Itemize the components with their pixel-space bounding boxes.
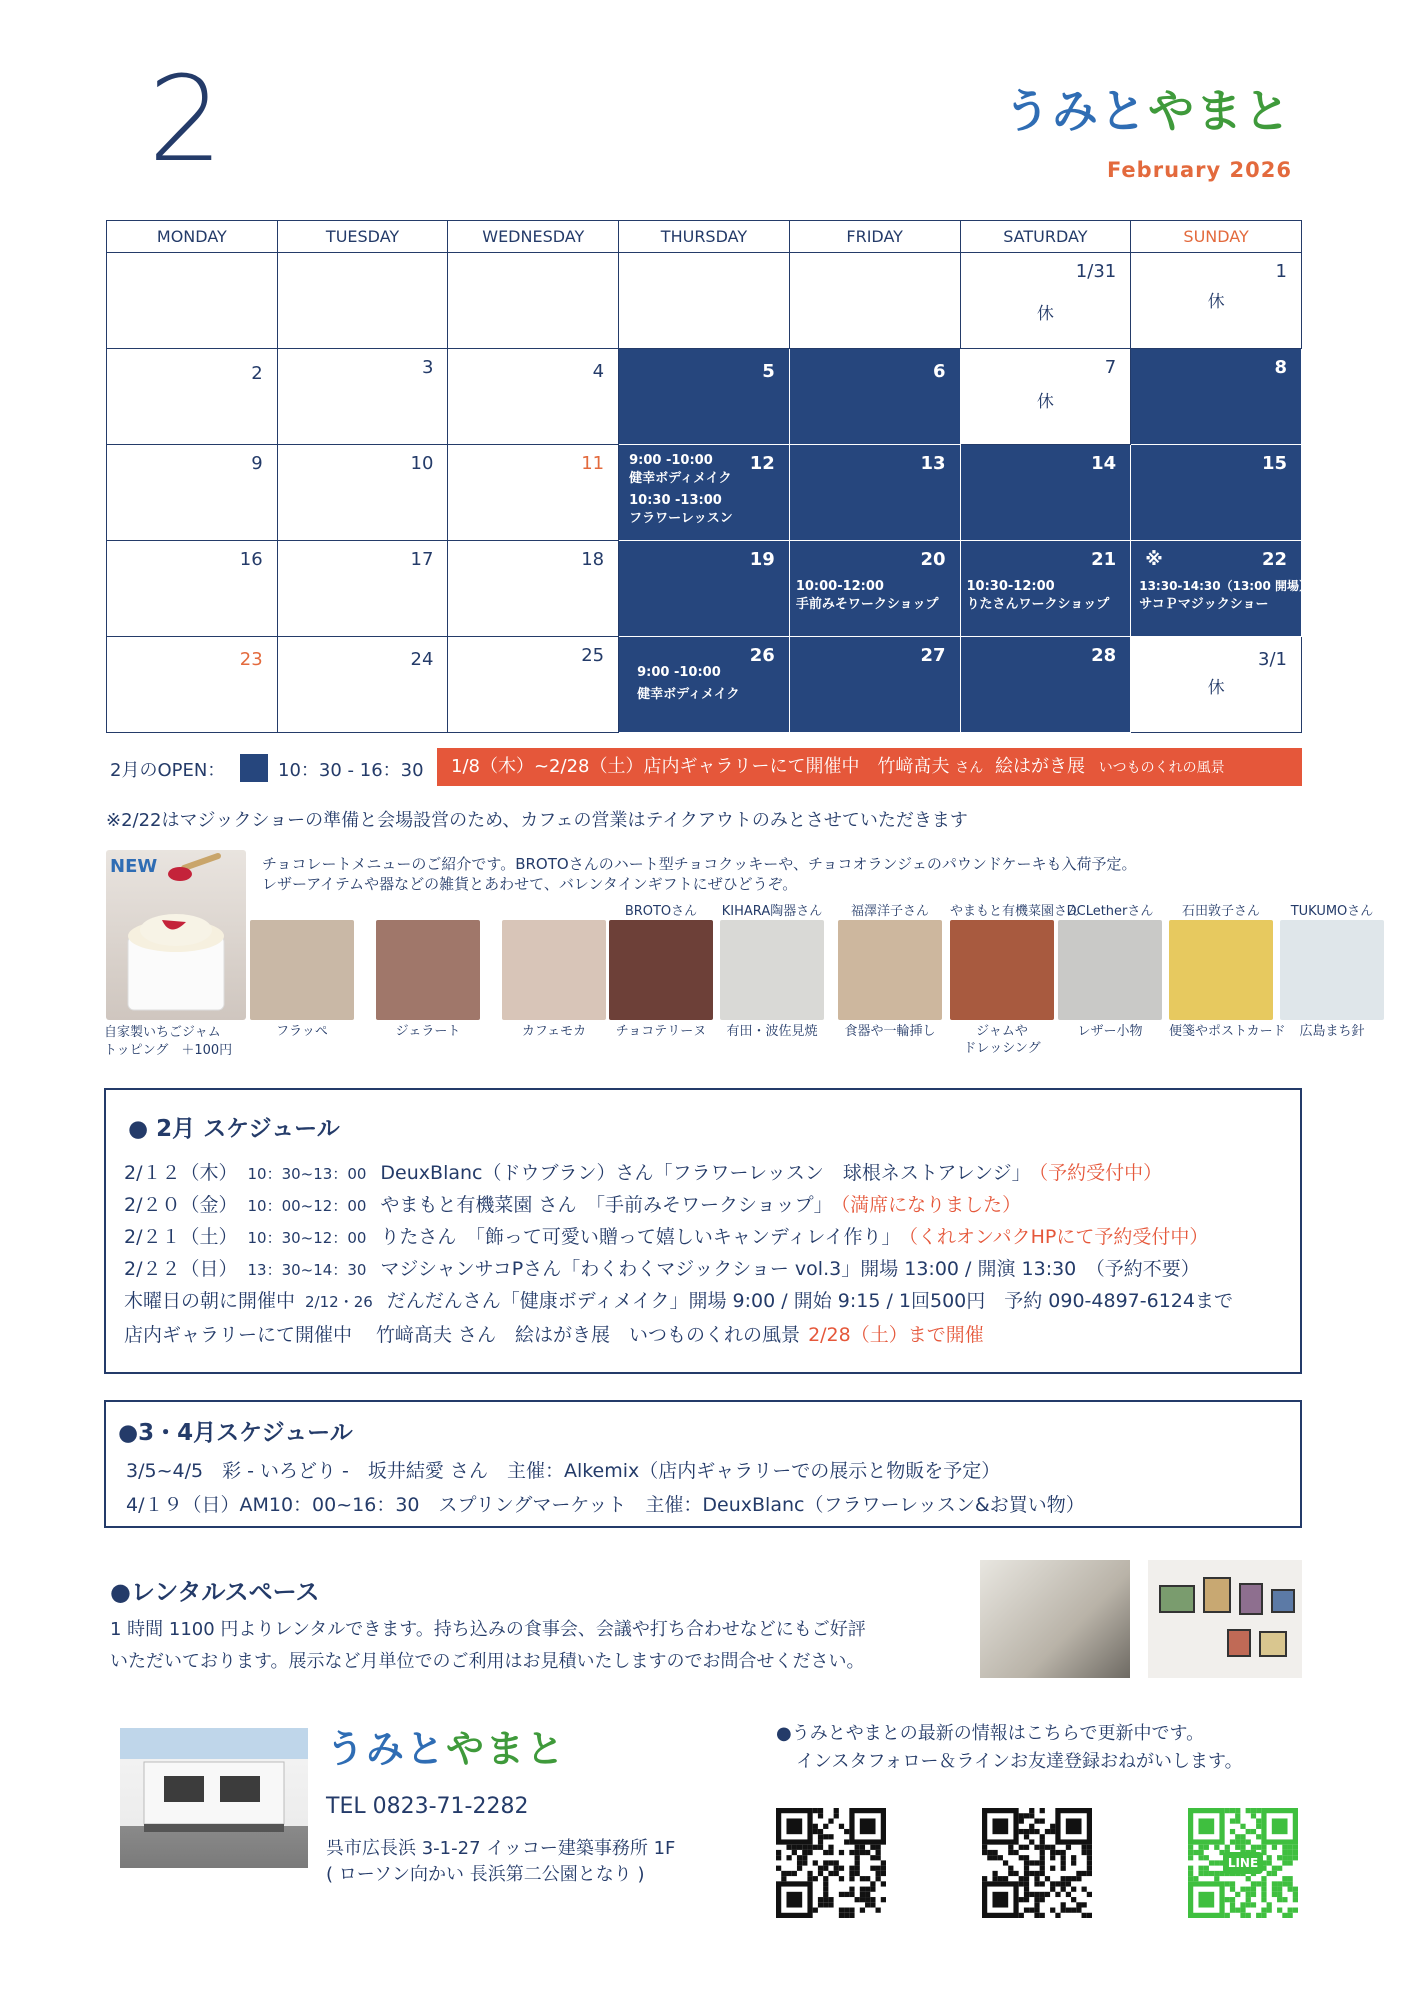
calendar-cell-open <box>619 541 790 637</box>
sns-info-line1: ●うみとやまとの最新の情報はこちらで更新中です。 <box>776 1723 1205 1744</box>
schedule-row <box>124 1190 1021 1217</box>
day-number: 10 <box>410 453 434 474</box>
calendar-cell <box>448 349 619 445</box>
new-caption-line1: 自家製いちごジャム <box>104 1025 221 1040</box>
schedule-note: （満席になりました） <box>840 1194 1022 1216</box>
weekday-header: TUESDAY <box>277 221 448 253</box>
calendar-cell-open <box>789 541 960 637</box>
calendar-cell <box>277 637 448 733</box>
line-qr-code-icon[interactable] <box>1188 1808 1298 1918</box>
event-title: サコＰマジックショー <box>1139 597 1269 612</box>
rental-gallery-photo <box>1148 1560 1302 1678</box>
day-number: 25 <box>581 645 605 666</box>
shop-building-photo <box>120 1728 308 1868</box>
footer-logo <box>326 1727 567 1771</box>
day-number: 7 <box>1104 357 1117 378</box>
calendar-cell-open <box>619 637 790 733</box>
schedule-date: 2/２０（金） <box>124 1194 238 1216</box>
sns-info <box>776 1720 1243 1776</box>
schedule-date: 2/２１（土） <box>124 1226 238 1248</box>
schedule-text: 竹﨑髙夫 さん 絵はがき展 いつものくれの風景 <box>376 1324 801 1346</box>
calendar-cell <box>789 253 960 349</box>
product-item <box>838 900 942 1041</box>
product-caption-2: ドレッシング <box>963 1040 1041 1056</box>
schedule-note: 2/28（土）まで開催 <box>808 1324 984 1346</box>
event-title: りたさんワークショップ <box>966 597 1110 612</box>
product-caption: ジャムや <box>976 1024 1028 1039</box>
chocolate-description <box>262 854 1137 895</box>
schedule-row <box>124 1222 1208 1249</box>
event-time: 10:00-12:00 <box>795 579 884 594</box>
weekday-header: FRIDAY <box>789 221 960 253</box>
schedule-text: やまもと有機菜園 さん 「手前みそワークショップ」 <box>380 1194 833 1216</box>
product-caption: ジェラート <box>395 1024 461 1039</box>
day-number: 6 <box>932 361 946 382</box>
product-shop: やまもと有機菜園さん <box>950 904 1081 919</box>
product-caption: 広島まち針 <box>1299 1024 1365 1039</box>
day-number: 17 <box>410 549 434 570</box>
product-shop: 石田敦子さん <box>1181 904 1260 919</box>
calendar-cell-open <box>1131 445 1302 541</box>
calendar-cell <box>107 349 278 445</box>
schedule-date: 2/１２（木） <box>124 1162 238 1184</box>
calendar-cell <box>107 253 278 349</box>
day-number: 20 <box>920 549 946 570</box>
closed-label: 休 <box>1207 292 1225 312</box>
product-caption: 食器や一輪挿し <box>844 1024 936 1039</box>
product-item <box>950 900 1081 1058</box>
day-number: 3 <box>421 357 434 378</box>
footer-logo-part1: うみと <box>326 1727 447 1771</box>
open-info <box>106 748 1302 786</box>
schedule-date: 店内ギャラリーにて開催中 <box>124 1324 353 1346</box>
product-photo <box>609 920 713 1020</box>
month-number: 2 <box>148 50 224 188</box>
day-number: 13 <box>920 453 946 474</box>
product-photo <box>502 920 606 1020</box>
calendar-cell <box>960 253 1131 349</box>
feb-schedule-box <box>104 1088 1302 1374</box>
mar-apr-schedule-box <box>104 1400 1302 1528</box>
closed-label: 休 <box>1207 678 1225 698</box>
day-number-holiday: 23 <box>239 649 263 670</box>
product-item <box>609 900 713 1041</box>
calendar-cell <box>448 637 619 733</box>
notice: ※2/22はマジックショーの準備と会場設営のため、カフェの営業はテイクアウトのみとさせていただきます <box>106 810 968 831</box>
schedule-time: 2/12・26 <box>305 1293 373 1311</box>
product-item <box>1280 900 1384 1041</box>
event-title: フラワーレッスン <box>629 511 733 526</box>
calendar-cell-open <box>619 349 790 445</box>
open-label: 2月のOPEN： <box>110 760 226 781</box>
product-item <box>502 900 606 1041</box>
day-number: 9 <box>251 453 263 474</box>
new-badge: NEW <box>110 856 158 877</box>
calendar-cell <box>277 541 448 637</box>
month-english: February 2026 <box>1106 158 1292 182</box>
schedule-row <box>124 1320 984 1347</box>
description-line2: レザーアイテムや器などの雑貨とあわせて、バレンタインギフトにぜひどうぞ。 <box>262 875 798 894</box>
event-time: 10:30 -13:00 <box>629 493 722 508</box>
day-number: 5 <box>762 361 775 382</box>
day-number: 26 <box>749 645 775 666</box>
event-time: 9:00 -10:00 <box>637 665 721 680</box>
product-photo <box>950 920 1054 1020</box>
gallery-banner <box>437 748 1302 786</box>
weekday-header-sunday: SUNDAY <box>1131 221 1302 253</box>
schedule-text: りたさん 「飾って可愛い贈って嬉しいキャンディレイ作り」 <box>380 1226 901 1248</box>
schedule-text: マジシャンサコPさん「わくわくマジックショー vol.3」開場 13:00 / 開演 13:30 （予約不要） <box>380 1258 1200 1280</box>
new-caption <box>104 1024 232 1059</box>
day-number: 15 <box>1261 453 1287 474</box>
calendar-cell <box>1131 253 1302 349</box>
calendar-cell-open <box>1131 541 1311 637</box>
product-photo <box>1169 920 1273 1020</box>
day-number: 18 <box>581 549 605 570</box>
rental-text <box>110 1614 866 1677</box>
product-caption: フラッペ <box>276 1024 328 1039</box>
logo <box>1004 84 1292 138</box>
product-photo <box>1280 920 1384 1020</box>
line-label: LINE <box>1223 1852 1263 1874</box>
day-number: 3/1 <box>1258 649 1287 670</box>
day-number: 27 <box>920 645 946 666</box>
schedule-time: 10：30~13：00 <box>247 1165 367 1183</box>
calendar-cell-open <box>1131 349 1302 445</box>
day-number: 4 <box>592 361 605 382</box>
rental-title: ●レンタルスペース <box>110 1578 320 1606</box>
product-photo <box>838 920 942 1020</box>
product-photo <box>720 920 824 1020</box>
product-item <box>720 900 824 1041</box>
product-item <box>250 900 354 1041</box>
description-line1: チョコレートメニューのご紹介です。BROTOさんのハート型チョコクッキーや、チョコオランジェのパウンドケーキも入荷予定。 <box>262 855 1137 873</box>
event-title: 手前みそワークショップ <box>795 597 939 612</box>
feb-schedule-title: ● 2月 スケジュール <box>128 1116 340 1142</box>
gallery-sub: いつものくれの風景 <box>1098 760 1225 776</box>
closed-label: 休 <box>1036 304 1054 324</box>
product-item <box>376 900 480 1041</box>
calendar-cell <box>277 349 448 445</box>
product-item <box>1169 900 1286 1041</box>
day-number: 14 <box>1091 453 1117 474</box>
sns-info-line2: インスタフォロー＆ラインお友達登録おねがいします。 <box>796 1750 1243 1772</box>
calendar-cell <box>619 253 790 349</box>
note-mark: ※ <box>1145 549 1163 570</box>
calendar-cell-open <box>789 349 960 445</box>
day-number: 16 <box>239 549 263 570</box>
rental-dining-photo <box>980 1560 1130 1678</box>
calendar-cell <box>107 637 278 733</box>
product-caption: レザー小物 <box>1077 1024 1143 1039</box>
weekday-header: THURSDAY <box>619 221 790 253</box>
product-shop: BROTOさん <box>624 904 698 919</box>
event-title: 健幸ボディメイク <box>637 687 740 702</box>
schedule-date: 木曜日の朝に開催中 <box>124 1290 296 1312</box>
product-photo <box>1058 920 1162 1020</box>
calendar-cell <box>448 253 619 349</box>
phone: TEL 0823-71-2282 <box>326 1794 529 1819</box>
product-caption: 便箋やポストカード <box>1169 1024 1286 1039</box>
schedule-date: 2/２２（日） <box>124 1258 238 1280</box>
day-number: 24 <box>410 649 434 670</box>
product-caption: カフェモカ <box>521 1024 587 1039</box>
day-number: 8 <box>1274 357 1287 378</box>
open-legend-swatch <box>240 754 268 782</box>
schedule-row <box>124 1286 1241 1313</box>
qr-code-icon[interactable] <box>982 1808 1092 1918</box>
day-number: 21 <box>1091 549 1117 570</box>
weekday-header: WEDNESDAY <box>448 221 619 253</box>
weekday-header: SATURDAY <box>960 221 1131 253</box>
event-time: 10:30-12:00 <box>966 579 1055 594</box>
closed-label: 休 <box>1036 392 1054 412</box>
schedule-time: 10：30~12：00 <box>247 1229 367 1247</box>
schedule-note: （予約受付中） <box>1038 1162 1163 1184</box>
product-item <box>1058 900 1162 1041</box>
schedule-time: 10：00~12：00 <box>247 1197 367 1215</box>
new-caption-line2: トッピング ＋100円 <box>104 1042 233 1058</box>
day-number: 2 <box>251 363 263 384</box>
gallery-san: さん <box>955 760 984 776</box>
event-time: 9:00 -10:00 <box>629 453 713 468</box>
weekday-header: MONDAY <box>107 221 278 253</box>
schedule-text: DeuxBlanc（ドウブラン）さん「フラワーレッスン 球根ネストアレンジ」 <box>380 1162 1031 1184</box>
calendar-cell <box>107 445 278 541</box>
calendar-cell <box>448 541 619 637</box>
product-shop <box>502 900 606 920</box>
schedule-text: だんだんさん「健康ボディメイク」開場 9:00 / 開始 9:15 / 1回500円 予約 090-4897-6124まで <box>386 1290 1233 1312</box>
calendar-cell-open <box>960 637 1131 733</box>
day-number: 19 <box>749 549 775 570</box>
day-number: 12 <box>749 453 775 474</box>
product-photo <box>376 920 480 1020</box>
gallery-wall-icon <box>1148 1560 1302 1678</box>
schedule-row <box>124 1158 1162 1185</box>
gallery-main: 1/8（木）~2/28（土）店内ギャラリーにて開催中 竹﨑髙夫 <box>451 756 950 777</box>
product-caption: 有田・波佐見焼 <box>726 1024 818 1039</box>
calendar-cell <box>277 253 448 349</box>
footer-logo-part2: やまと <box>446 1727 567 1771</box>
calendar <box>106 220 1311 733</box>
calendar-cell-open <box>960 445 1131 541</box>
product-shop: 福澤洋子さん <box>850 904 929 919</box>
calendar-cell <box>277 445 448 541</box>
calendar-cell <box>448 445 619 541</box>
day-number-holiday: 11 <box>581 453 605 474</box>
product-shop: DCLetherさん <box>1066 904 1154 919</box>
rental-line2: いただいております。展示など月単位でのご利用はお見積いたしますのでお問合せください。 <box>110 1650 865 1672</box>
product-photo <box>250 920 354 1020</box>
day-number: 22 <box>1261 549 1287 570</box>
day-number: 1/31 <box>1075 261 1117 282</box>
logo-part1: うみと <box>1004 84 1148 138</box>
schedule-time: 13：30~14：30 <box>247 1261 367 1279</box>
product-shop <box>376 900 480 920</box>
building-icon <box>120 1728 308 1868</box>
event-time: 13:30-14:30（13:00 開場） <box>1139 579 1311 593</box>
address: 呉市広長浜 3-1-27 イッコー建築事務所 1F <box>326 1838 676 1859</box>
day-number: 28 <box>1091 645 1117 666</box>
product-shop <box>250 900 354 920</box>
open-time: 10：30 - 16：30 <box>278 760 424 781</box>
calendar-cell-open <box>789 637 960 733</box>
product-shop: TUKUMOさん <box>1290 904 1374 919</box>
product-caption: チョコテリーヌ <box>615 1024 707 1039</box>
calendar-cell <box>960 349 1131 445</box>
qr-code-icon[interactable] <box>776 1808 886 1918</box>
product-shop: KIHARA陶器さん <box>721 904 823 919</box>
mar-apr-schedule-title: ●3・4月スケジュール <box>118 1420 353 1446</box>
calendar-cell-open <box>789 445 960 541</box>
calendar-cell-open <box>619 445 790 541</box>
gallery-title: 絵はがき展 <box>994 756 1085 777</box>
day-number: 1 <box>1275 261 1287 282</box>
logo-part2: やまと <box>1148 84 1292 138</box>
calendar-cell <box>1131 637 1302 733</box>
address-note: ( ローソン向かい 長浜第二公園となり ) <box>326 1864 645 1885</box>
schedule-note: （くれオンパクHPにて予約受付中） <box>908 1226 1209 1248</box>
schedule-row: 4/１９（日）AM10：00~16：30 スプリングマーケット 主催：DeuxBlanc（フラワーレッスン&お買い物） <box>126 1494 1085 1516</box>
rental-line1: 1 時間 1100 円よりレンタルできます。持ち込みの食事会、会議や打ち合わせなどにもご好評 <box>110 1619 866 1640</box>
event-title: 健幸ボディメイク <box>629 471 732 486</box>
schedule-row <box>124 1254 1208 1281</box>
calendar-cell <box>107 541 278 637</box>
schedule-row: 3/5~4/5 彩 - いろどり - 坂井結愛 さん 主催：Alkemix（店内ギャラリーでの展示と物販を予定） <box>126 1460 1001 1482</box>
calendar-cell-open <box>960 541 1131 637</box>
